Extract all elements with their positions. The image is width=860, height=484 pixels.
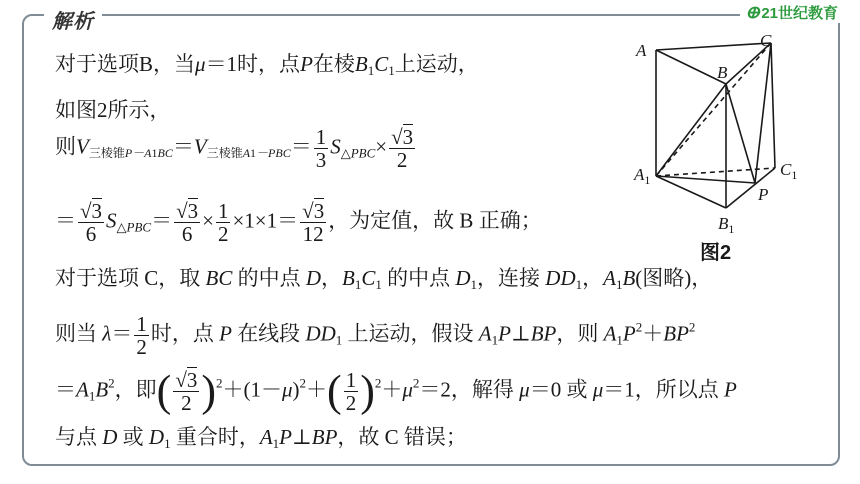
label-A1: $A_1$ [634,165,651,187]
figure-caption: 图2 [700,242,732,264]
prism-figure [628,28,818,258]
edge-AC [656,43,771,50]
label-B1: $B_1$ [718,214,735,236]
label-C1: $C_1$ [780,160,798,182]
label-P: P [758,185,769,204]
line-8: 与点 D 或 $D_1$ 重合时，$A_1P\perp BP$，故 C 错误； [55,425,467,451]
edge-CC1 [771,43,775,168]
runner-icon: ⴲ [745,5,760,22]
edge-AB [656,50,726,84]
edge-BP [726,84,755,183]
label-B: B [717,63,728,82]
edge-A1B [656,84,726,176]
logo-text: 21世纪教育 [761,5,838,22]
label-A: A [636,41,647,60]
label-C: C [760,31,772,50]
line-7: $=A_1B^2$，即( $\frac{√3}{2}$ )$^2+(1-\mu)^2+$( $\frac{1}{2}$ )$^2+\mu^2=2$，解得 μ＝0 或 μ＝1，所以点 P [55,366,737,416]
line-2: 如图2所示， [55,98,171,122]
line-3: 则$V_{三棱锥P-A1BC}=V_{三棱锥A1-PBC}=$ $\frac{1}{3}$ $S_{\triangle PBC}\times$ $\frac{√3}{2}$ [55,125,414,173]
line-1: 对于选项B，当μ＝1时，点P在棱$B_1C_1$上运动， [55,52,479,78]
edge-A1C1 [656,168,775,176]
line-4: ＝ $\frac{√3}{6}$ $S_{\triangle PBC}=$ $\frac{√3}{6}$ × $\frac{1}{2}$ ×1×1＝ $\frac{√3}{12}$ ，为定值，故 B 正确； [55,199,542,247]
section-tag: 解析 [44,5,102,34]
edge-CP [755,43,771,183]
line-6: 则当 λ＝ $\frac{1}{2}$ 时，点 P 在线段 $DD_1$ 上运动，假设 $A_1P\perp BP$，则 $A_1P^2+BP^2$ [55,312,696,360]
edge-A1C [656,43,771,176]
brand-logo [740,2,844,23]
line-5: 对于选项 C，取 BC 的中点 D，$B_1C_1$ 的中点 $D_1$，连接 $DD_1$，$A_1B$(图略)， [55,266,713,292]
